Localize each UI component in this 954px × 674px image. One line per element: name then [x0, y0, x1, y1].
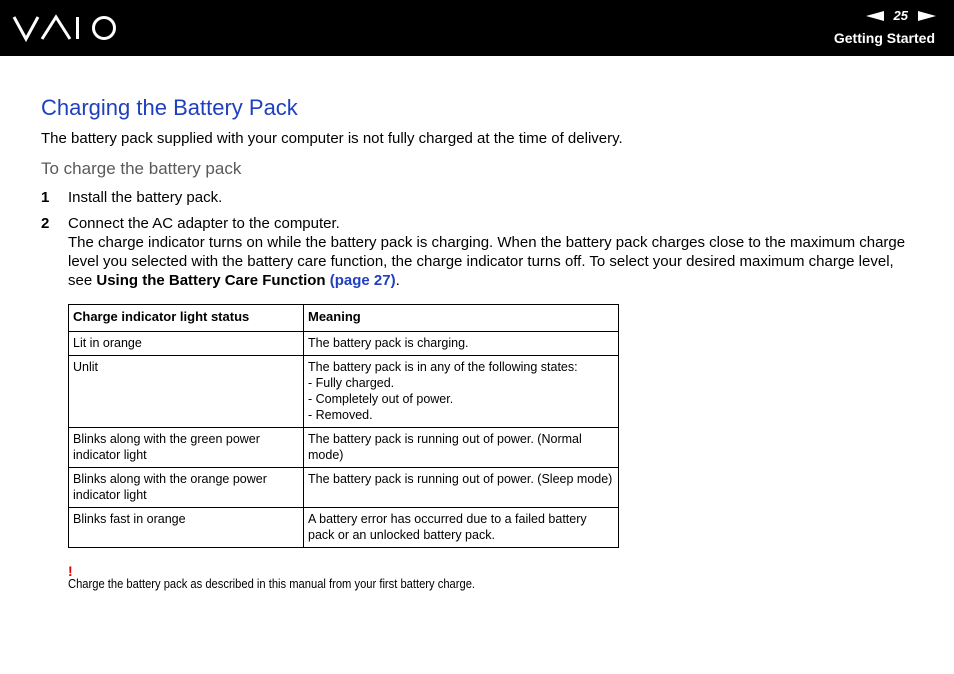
- table-row: [69, 428, 619, 468]
- page-navigation: [866, 8, 936, 23]
- meaning-line: The battery pack is charging.: [308, 336, 469, 350]
- meaning-line: - Removed.: [308, 408, 373, 422]
- meaning-line: A battery error has occurred due to a failed battery pack or an unlocked battery pack.: [308, 512, 587, 542]
- vaio-logo-icon: [12, 14, 120, 42]
- step-number: 2: [41, 215, 50, 232]
- step-number: 1: [41, 189, 50, 206]
- meaning-cell: [304, 468, 619, 508]
- step-body: [68, 214, 914, 290]
- charge-indicator-table: [68, 304, 619, 548]
- warning-icon: !: [68, 563, 73, 579]
- column-header-meaning: Meaning: [304, 305, 619, 332]
- meaning-cell: [304, 508, 619, 548]
- status-cell: Blinks along with the green power indicator light: [69, 428, 304, 468]
- meaning-line: The battery pack is running out of power. (Sleep mode): [308, 472, 613, 486]
- procedure-subtitle: To charge the battery pack: [41, 159, 242, 178]
- intro-paragraph: The battery pack supplied with your computer is not fully charged at the time of delivery.: [41, 130, 623, 147]
- reference-title: Using the Battery Care Function: [96, 272, 326, 289]
- section-label: Getting Started: [833, 30, 935, 46]
- meaning-line: The battery pack is in any of the following states:: [308, 360, 578, 374]
- previous-page-arrow-icon[interactable]: [866, 11, 884, 21]
- meaning-line: The battery pack is running out of power. (Normal mode): [308, 432, 582, 462]
- table-row: [69, 356, 619, 428]
- table-row: [69, 508, 619, 548]
- step-text: Install the battery pack.: [68, 189, 223, 206]
- page-header: [0, 0, 954, 56]
- page-reference-link[interactable]: (page 27): [329, 272, 396, 289]
- reference-end: .: [395, 272, 400, 289]
- column-header-status: Charge indicator light status: [69, 305, 304, 332]
- step-detail-text: The charge indicator turns on while the battery pack is charging. When the battery pack charges close to the maximum charge level you selected with the battery care function, the charge indicator turns off. To select your desired maximum charge level, see: [68, 234, 906, 289]
- next-page-arrow-icon[interactable]: [918, 11, 936, 21]
- table-header-row: [69, 305, 619, 332]
- meaning-cell: [304, 332, 619, 356]
- step-detail: [68, 233, 914, 290]
- meaning-cell: [304, 356, 619, 428]
- status-cell: Blinks fast in orange: [69, 508, 304, 548]
- meaning-line: - Fully charged.: [308, 376, 395, 390]
- meaning-cell: [304, 428, 619, 468]
- status-cell: Unlit: [69, 356, 304, 428]
- page-title: Charging the Battery Pack: [41, 95, 298, 120]
- status-cell: Blinks along with the orange power indicator light: [69, 468, 304, 508]
- step-text: Connect the AC adapter to the computer.: [68, 215, 340, 232]
- warning-note: Charge the battery pack as described in this manual from your first battery charge.: [68, 576, 476, 591]
- meaning-line: - Completely out of power.: [308, 392, 454, 406]
- page-number: 25: [893, 8, 908, 23]
- table-row: [69, 332, 619, 356]
- status-cell: Lit in orange: [69, 332, 304, 356]
- table-row: [69, 468, 619, 508]
